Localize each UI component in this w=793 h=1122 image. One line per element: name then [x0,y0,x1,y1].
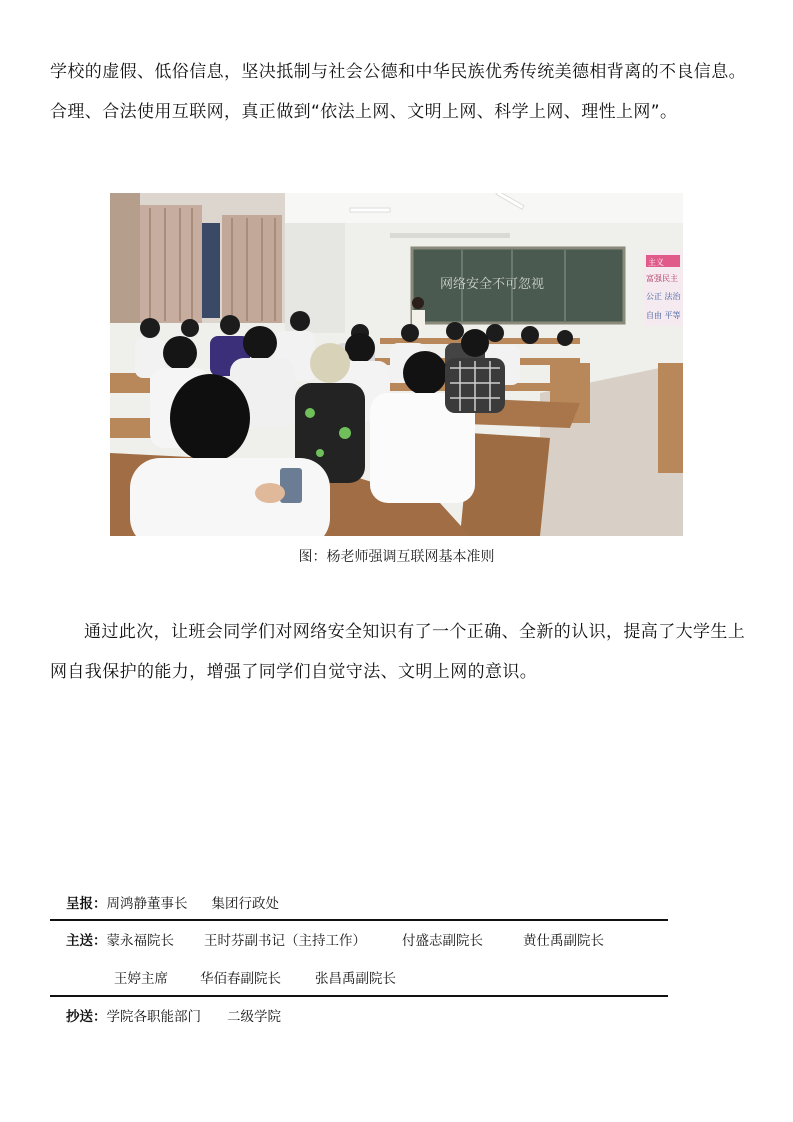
paragraph-1: 学校的虚假、低俗信息，坚决抵制与社会公德和中华民族优秀传统美德相背离的不良信息。合理、合法使用互联网，真正做到“依法上网、文明上网、科学上网、理性上网”。 [50,62,746,122]
chaosong-recipient: 二级学院 [227,1009,281,1025]
divider-line [50,995,668,997]
zhusong-recipient: 黄仕禹副院长 [523,933,604,949]
photo-caption: 图：杨老师强调互联网基本准则 [298,549,495,565]
divider-line [50,919,668,921]
chaosong-recipient: 学院各职能部门 [106,1009,201,1025]
chengbao-recipient: 集团行政处 [211,896,279,912]
board-side-text-2: 富强民主 [646,274,678,283]
zhusong-recipient: 蒙永福院长 [106,933,174,949]
board-side-text-4: 自由 平等 [646,311,681,320]
chaosong-row [66,1007,281,1027]
paragraph-2: 通过此次，让班会同学们对网络安全知识有了一个正确、全新的认识，提高了大学生上网自我保护的能力，增强了同学们自觉守法、文明上网的意识。 [50,622,746,682]
zhusong-recipient: 王时芬副书记（主持工作） [204,933,366,949]
zhusong-row-2 [114,969,396,989]
chengbao-label: 呈报： [66,896,107,912]
zhusong-label: 主送： [66,933,107,949]
board-side-text-1: 主义 [648,258,664,267]
zhusong-recipient: 付盛志副院长 [402,933,483,949]
zhusong-recipient: 王婷主席 [114,971,168,987]
classroom-photo [110,193,683,536]
zhusong-recipient: 华佰春副院长 [200,971,281,987]
zhusong-row [66,931,604,951]
chengbao-row [66,894,279,914]
chaosong-label: 抄送： [66,1009,107,1025]
zhusong-recipient: 张昌禹副院长 [315,971,396,987]
blackboard-text: 网络安全不可忽视 [440,277,545,292]
chengbao-recipient: 周鸿静董事长 [106,896,188,912]
board-side-text-3: 公正 法治 [646,292,681,301]
